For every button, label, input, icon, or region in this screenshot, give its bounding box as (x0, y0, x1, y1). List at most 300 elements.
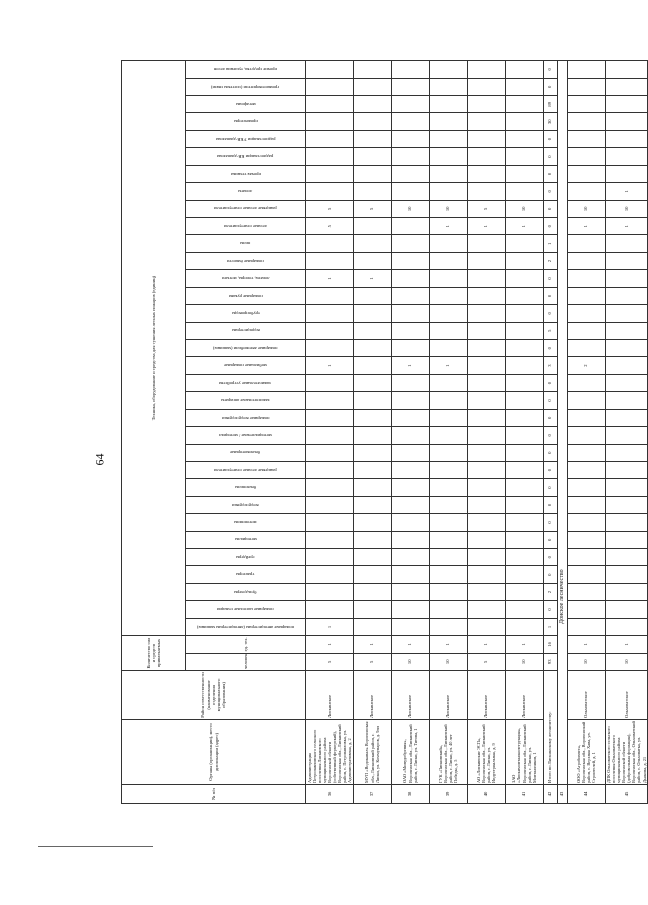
row-units: 1 (605, 636, 648, 653)
row-tech-value (605, 78, 648, 95)
table-row (567, 61, 605, 804)
row-tech-value (505, 566, 543, 583)
row-tech-value (505, 514, 543, 531)
table-row (391, 61, 429, 804)
row-tech-value (306, 549, 354, 566)
row-tech-value (391, 148, 429, 165)
row-org: ОАО «Минудобрения», Воронежская обл., Лискинский район, г. Лиски, ул. Титова, 1 (391, 720, 429, 785)
row-tech-value (429, 514, 467, 531)
row-district: Лискинское (353, 671, 391, 720)
row-tech-value (567, 61, 605, 79)
row-tech-value (391, 392, 429, 409)
row-tech-value (467, 479, 505, 496)
row-tech-value (505, 549, 543, 566)
header-tech-group: Техника, оборудование и средства для тушения лесных пожаров (единиц) (122, 61, 186, 636)
row-tech-value (567, 392, 605, 409)
table-row (429, 61, 467, 804)
row-tech-value (391, 583, 429, 600)
row-tech-value (391, 339, 429, 356)
row-tech-value (605, 287, 648, 304)
row-tech-value (353, 165, 391, 182)
row-tech-value (391, 322, 429, 339)
total-tech-value: 2 (543, 583, 557, 600)
header-tech-7: воздуходувки (186, 496, 306, 513)
row-tech-value (505, 339, 543, 356)
row-tech-value (429, 183, 467, 200)
row-org: ООО «Агробизнес», Воронежская обл., Воронежский район, с. Верхняя Хава, ул. Строителей, д. 1 (567, 720, 605, 785)
row-tech-value (605, 461, 648, 478)
row-tech-value (306, 583, 354, 600)
row-tech-value (467, 130, 505, 147)
row-tech-value (391, 618, 429, 635)
row-tech-value (391, 78, 429, 95)
row-tech-value (353, 78, 391, 95)
row-tech-value (567, 148, 605, 165)
header-tech-4: грейдеры (186, 549, 306, 566)
row-tech-value (306, 461, 354, 478)
row-tech-value (505, 427, 543, 444)
row-tech-value (467, 601, 505, 618)
total-tech-value: 0 (543, 270, 557, 287)
row-tech-value (467, 270, 505, 287)
total-tech-value: 0 (543, 374, 557, 391)
header-tech-28: радиостанции УКВ-диапазона (186, 130, 306, 147)
row-people: 10 (429, 653, 467, 670)
header-staff-units: ед. тех. (186, 636, 306, 653)
row-tech-value (467, 566, 505, 583)
row-tech-value (429, 305, 467, 322)
row-tech-value (567, 496, 605, 513)
header-tech-31: громкоговорители (системы связи) (186, 78, 306, 95)
header-org: Органы (организации), место дислокации (адрес) (122, 720, 306, 785)
row-district: Лискинское (429, 671, 467, 720)
row-tech-value (353, 357, 391, 374)
row-tech-value (467, 357, 505, 374)
section-row (557, 61, 567, 804)
header-tech-32: прочие средства, тушения лесов (186, 61, 306, 79)
row-tech-value (567, 566, 605, 583)
row-tech-value (467, 96, 505, 113)
row-tech-value (605, 235, 648, 252)
rotated-table-sheet (121, 60, 647, 804)
total-tech-value: 0 (543, 427, 557, 444)
row-tech-value (353, 496, 391, 513)
row-tech-value (505, 374, 543, 391)
total-tech-value: 0 (543, 130, 557, 147)
row-tech-value (605, 374, 648, 391)
row-tech-value (429, 427, 467, 444)
row-tech-value (567, 252, 605, 269)
header-tech-27: радиостанции КВ-диапазона (186, 148, 306, 165)
row-tech-value (353, 322, 391, 339)
row-tech-value (353, 461, 391, 478)
row-tech-value (429, 339, 467, 356)
row-tech-value (467, 496, 505, 513)
row-tech-value (306, 409, 354, 426)
row-tech-value (306, 601, 354, 618)
row-tech-value (605, 96, 648, 113)
header-tech-1: пожарные насосные станции (186, 601, 306, 618)
header-staff-people: человек (186, 653, 306, 670)
total-tech-value: 89 (543, 96, 557, 113)
row-tech-value (391, 409, 429, 426)
row-tech-value (605, 113, 648, 130)
row-tech-value (429, 392, 467, 409)
row-tech-value (467, 549, 505, 566)
row-tech-value (605, 392, 648, 409)
row-tech-value (391, 130, 429, 147)
row-num: 45 (605, 785, 648, 804)
row-tech-value (429, 496, 467, 513)
header-tech-11: мотоциклетные / мотоцикл (186, 427, 306, 444)
row-tech-value (353, 130, 391, 147)
row-tech-value (567, 270, 605, 287)
total-tech-value: 0 (543, 200, 557, 217)
row-tech-value (391, 235, 429, 252)
row-tech-value: 1 (429, 218, 467, 235)
row-tech-value (306, 61, 354, 79)
table-row (467, 61, 505, 804)
row-tech-value (353, 218, 391, 235)
row-units: 1 (391, 636, 429, 653)
row-district: Ольховатское (605, 671, 648, 720)
row-tech-value (605, 531, 648, 548)
row-tech-value (353, 444, 391, 461)
row-tech-value (353, 601, 391, 618)
row-tech-value (353, 305, 391, 322)
total-tech-value: 0 (543, 218, 557, 235)
row-num: 39 (429, 785, 467, 804)
row-tech-value (605, 339, 648, 356)
row-tech-value (505, 148, 543, 165)
row-tech-value (391, 514, 429, 531)
row-people: 10 (505, 653, 543, 670)
row-tech-value (605, 427, 648, 444)
row-tech-value (306, 531, 354, 548)
row-tech-value (429, 618, 467, 635)
total-tech-value: 30 (543, 113, 557, 130)
row-tech-value (306, 496, 354, 513)
total-tech-value: 0 (543, 479, 557, 496)
header-tech-19: пожарные рукава (186, 287, 306, 304)
row-tech-value (505, 61, 543, 79)
row-tech-value (306, 339, 354, 356)
row-tech-value (467, 252, 505, 269)
header-tech-24: ранцевые лесные огнетушители (186, 200, 306, 217)
row-tech-value (505, 252, 543, 269)
row-tech-value (505, 270, 543, 287)
row-people: 5 (306, 653, 354, 670)
row-tech-value (467, 305, 505, 322)
header-staff: Количество сил и средств привлекаемых (122, 636, 186, 671)
row-tech-value (353, 583, 391, 600)
total-tech-value: 2 (543, 252, 557, 269)
row-tech-value (306, 322, 354, 339)
table-row (306, 61, 354, 804)
row-tech-value (467, 78, 505, 95)
row-tech-value (505, 531, 543, 548)
row-tech-value: 1 (306, 357, 354, 374)
header-tech-10: бензомоторные (186, 444, 306, 461)
row-tech-value (429, 461, 467, 478)
header-tech-26: прочая техника (186, 165, 306, 182)
row-tech-value (567, 339, 605, 356)
row-tech-value (605, 444, 648, 461)
row-tech-value (605, 514, 648, 531)
row-tech-value (353, 339, 391, 356)
row-tech-value: 1 (353, 270, 391, 287)
row-tech-value (605, 618, 648, 635)
row-tech-value (429, 409, 467, 426)
row-units: 1 (306, 636, 354, 653)
row-units: 1 (505, 636, 543, 653)
row-tech-value: 5 (306, 200, 354, 217)
row-tech-value: 1 (467, 218, 505, 235)
total-tech-value: 0 (543, 601, 557, 618)
table-row (505, 61, 543, 804)
row-tech-value (605, 305, 648, 322)
row-tech-value (567, 514, 605, 531)
total-tech-value: 0 (543, 305, 557, 322)
row-tech-value (391, 461, 429, 478)
row-tech-value (353, 618, 391, 635)
row-tech-value (353, 287, 391, 304)
row-tech-value (567, 96, 605, 113)
header-num: № п/п (122, 785, 306, 804)
forces-table (121, 60, 648, 804)
row-tech-value: 10 (567, 200, 605, 217)
row-tech-value (605, 583, 648, 600)
row-tech-value (467, 444, 505, 461)
total-tech-value: 0 (543, 61, 557, 79)
row-tech-value (429, 148, 467, 165)
row-tech-value (567, 427, 605, 444)
row-tech-value (353, 427, 391, 444)
row-tech-value (391, 252, 429, 269)
total-tech-value: 0 (543, 444, 557, 461)
row-tech-value (467, 287, 505, 304)
row-district: Лискинское (306, 671, 354, 720)
row-org: ГУК «Лискинский», Воронежская обл., Лискинский район, г. Лиски, ул. 40 лет Победы, д. 5 (429, 720, 467, 785)
row-tech-value (605, 130, 648, 147)
row-tech-value (429, 130, 467, 147)
header-tech-2: бульдозеры (186, 583, 306, 600)
row-tech-value (429, 165, 467, 182)
row-tech-value: 10 (391, 200, 429, 217)
row-tech-value (505, 479, 543, 496)
row-tech-value: 5 (467, 200, 505, 217)
row-tech-value (567, 287, 605, 304)
row-tech-value (391, 287, 429, 304)
row-units: 1 (429, 636, 467, 653)
row-tech-value (467, 374, 505, 391)
table-row (605, 61, 648, 804)
row-tech-value (429, 374, 467, 391)
total-tech-value: 0 (543, 514, 557, 531)
row-tech-value (429, 270, 467, 287)
total-tech-value: 0 (543, 78, 557, 95)
row-tech-value (391, 270, 429, 287)
row-district: Лискинское (505, 671, 543, 720)
row-tech-value (391, 61, 429, 79)
row-tech-value (505, 496, 543, 513)
row-tech-value (306, 235, 354, 252)
header-tech-13: зажигательные аппараты (186, 392, 306, 409)
row-tech-value (429, 566, 467, 583)
row-tech-value (467, 322, 505, 339)
row-tech-value (505, 130, 543, 147)
row-tech-value (605, 322, 648, 339)
row-tech-value (353, 392, 391, 409)
row-org: ДПК Ольховатского сельского поселения Ольховатского муниципального района Воронежской области (добровольная формация), Воронежская обл., Ольховатский район, с. Ольховатка, ул. Дьякова, д. 21 (606, 721, 647, 783)
row-tech-value (567, 183, 605, 200)
row-tech-value: 10 (429, 200, 467, 217)
row-tech-value (306, 78, 354, 95)
row-tech-value (567, 322, 605, 339)
row-tech-value (391, 444, 429, 461)
row-tech-value (467, 235, 505, 252)
row-tech-value (429, 113, 467, 130)
row-num: 38 (391, 785, 429, 804)
row-tech-value (467, 148, 505, 165)
row-tech-value: 10 (505, 200, 543, 217)
row-district: Лискинское (467, 671, 505, 720)
row-tech-value (605, 479, 648, 496)
row-tech-value (429, 96, 467, 113)
row-tech-value (306, 113, 354, 130)
total-num: 42 (543, 785, 557, 804)
row-tech-value (505, 409, 543, 426)
row-tech-value (391, 427, 429, 444)
total-tech-value: 0 (543, 566, 557, 583)
row-tech-value (605, 357, 648, 374)
row-tech-value (605, 601, 648, 618)
row-tech-value: 1 (429, 357, 467, 374)
row-tech-value (391, 96, 429, 113)
row-people: 10 (605, 653, 648, 670)
total-tech-value: 0 (543, 148, 557, 165)
row-tech-value (391, 566, 429, 583)
row-tech-value: 1 (306, 270, 354, 287)
header-tech-18: трубопроводы (186, 305, 306, 322)
total-tech-value: 0 (543, 496, 557, 513)
row-tech-value: 1 (567, 218, 605, 235)
row-tech-value (353, 148, 391, 165)
row-tech-value (353, 113, 391, 130)
row-num: 41 (505, 785, 543, 804)
row-tech-value (505, 618, 543, 635)
header-tech-23: лесные огнетушители (186, 218, 306, 235)
row-tech-value (567, 113, 605, 130)
row-tech-value (429, 549, 467, 566)
row-tech-value (353, 61, 391, 79)
header-tech-9: ранцевые лесные огнетушители (186, 461, 306, 478)
total-tech-value: 1 (543, 618, 557, 635)
row-tech-value (567, 305, 605, 322)
row-people: 10 (567, 653, 605, 670)
row-tech-value (391, 496, 429, 513)
row-tech-value (306, 392, 354, 409)
row-num: 40 (467, 785, 505, 804)
row-tech-value (467, 165, 505, 182)
row-org: Администрация Петропавловского сельского поселения Лискинского муниципального района Воронежской области (собственный фермерский), Воронежская обл., Лискинский район, с. Петропавловка, ул. Административная, д. 2 (306, 720, 354, 785)
row-tech-value (567, 583, 605, 600)
row-tech-value (429, 322, 467, 339)
row-tech-value (306, 130, 354, 147)
section-num: 43 (557, 785, 567, 804)
row-tech-value (391, 531, 429, 548)
header-tech-8: бензопилы (186, 479, 306, 496)
row-tech-value (567, 444, 605, 461)
row-org: АО «Лискинские ЭСП», Воронежская обл., Лискинский район, г. Лиски, ул. Индустриальная, д. 9 (467, 720, 505, 785)
row-tech-value (505, 444, 543, 461)
row-tech-value (391, 218, 429, 235)
total-tech-value: 5 (543, 322, 557, 339)
row-tech-value (505, 96, 543, 113)
row-tech-value (467, 113, 505, 130)
row-tech-value (567, 461, 605, 478)
row-tech-value (353, 374, 391, 391)
row-tech-value (605, 148, 648, 165)
row-tech-value (467, 61, 505, 79)
row-tech-value (353, 549, 391, 566)
row-tech-value (467, 461, 505, 478)
row-tech-value (353, 566, 391, 583)
row-tech-value (567, 235, 605, 252)
row-district: Ольховатское (567, 671, 605, 720)
row-tech-value (567, 165, 605, 182)
row-tech-value (429, 583, 467, 600)
row-tech-value (605, 496, 648, 513)
row-people: 5 (467, 653, 505, 670)
total-tech-value: 0 (543, 409, 557, 426)
row-tech-value (505, 392, 543, 409)
row-tech-value (429, 531, 467, 548)
row-org: МУП «Водоканал» Воронежская обл., Лискинский район, г. Лиски, ул. Коммунаров, д. 9нл (353, 720, 391, 785)
total-people: 93 (543, 653, 557, 670)
row-tech-value (505, 461, 543, 478)
header-tech-30: мегафоны (186, 96, 306, 113)
row-tech-value (306, 374, 354, 391)
row-tech-value: 1 (306, 618, 354, 635)
row-tech-value (505, 183, 543, 200)
row-num: 36 (306, 785, 354, 804)
total-tech-value: 0 (543, 287, 557, 304)
row-tech-value (429, 479, 467, 496)
row-num: 44 (567, 785, 605, 804)
row-tech-value (505, 305, 543, 322)
row-tech-value: 1 (605, 183, 648, 200)
row-tech-value (605, 252, 648, 269)
row-tech-value (353, 252, 391, 269)
row-tech-value (567, 374, 605, 391)
row-tech-value (306, 287, 354, 304)
row-tech-value (467, 339, 505, 356)
header-tech-17: водоцистерны (186, 322, 306, 339)
header-tech-22: пилы (186, 235, 306, 252)
row-tech-value (306, 514, 354, 531)
row-tech-value: 2 (567, 357, 605, 374)
row-tech-value (467, 514, 505, 531)
row-tech-value (429, 78, 467, 95)
row-tech-value (505, 583, 543, 600)
header-tech-16: пожарные автомобили (машины) (186, 339, 306, 356)
row-tech-value (567, 130, 605, 147)
row-tech-value (391, 479, 429, 496)
row-tech-value (505, 235, 543, 252)
table-row (353, 61, 391, 804)
row-people: 10 (391, 653, 429, 670)
